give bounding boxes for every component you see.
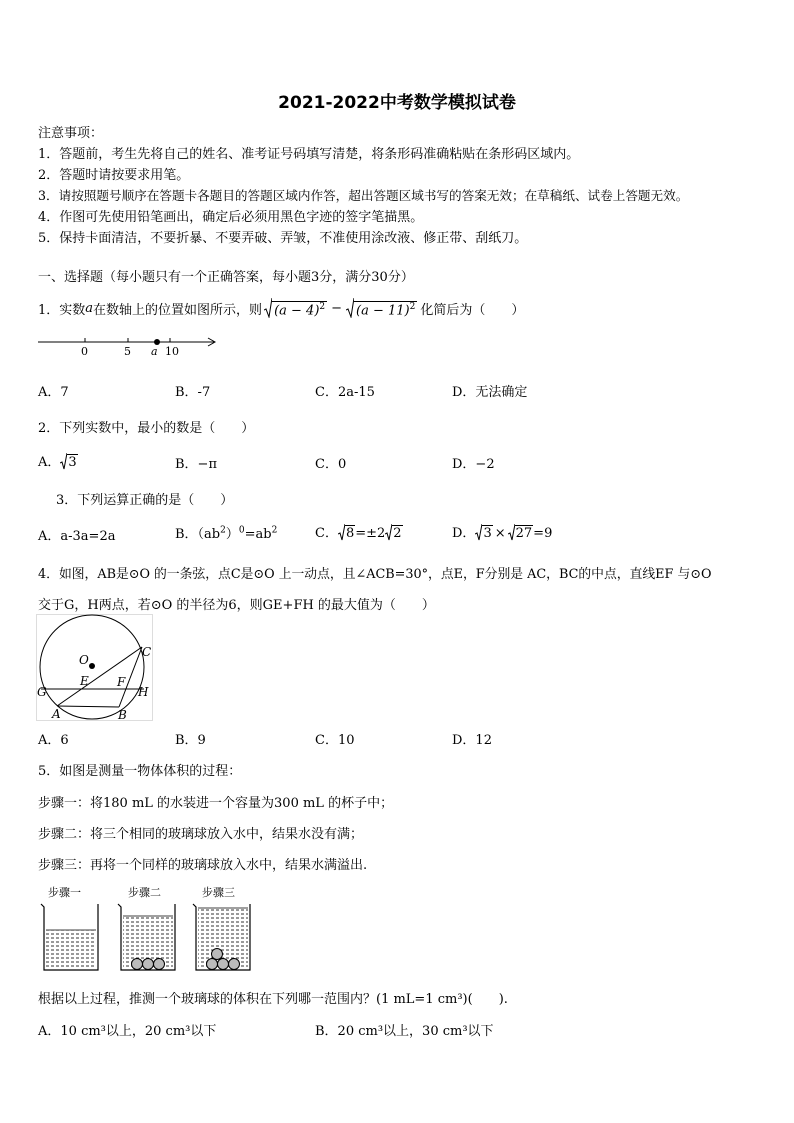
beakers-figure	[36, 884, 256, 974]
label-c: C	[142, 645, 152, 659]
q4-option-a[interactable]: A．6	[38, 733, 69, 748]
label-a: A	[52, 707, 61, 721]
notice-item: 2．答题时请按要求用笔。	[38, 168, 190, 183]
notice-heading: 注意事项：	[38, 126, 104, 141]
segment-ac	[57, 647, 142, 706]
label-g: G	[37, 685, 47, 699]
glass-ball	[154, 959, 165, 970]
radical-sign-icon	[508, 524, 515, 541]
glass-ball	[132, 959, 143, 970]
label-o: O	[79, 653, 89, 667]
q3-option-b[interactable]: B．$(ab^2)^0=ab^2$	[175, 525, 278, 542]
label-h: H	[138, 685, 149, 699]
beaker-label-1: 步骤一	[48, 886, 81, 899]
question-3-stem: 3．下列运算正确的是（ ）	[56, 493, 234, 508]
q4-option-c[interactable]: C．10	[315, 733, 355, 748]
label-f: F	[117, 675, 126, 689]
q5-question: 根据以上过程，推测一个玻璃球的体积在下列哪一范围内？(1 mL=1 cm³)( ).	[38, 992, 508, 1007]
notice-item: 1．答题前，考生先将自己的姓名、准考证号码填写清楚，将条形码准确粘贴在条形码区域内。	[38, 147, 580, 162]
label-b: B	[118, 708, 127, 722]
q3-option-c[interactable]: C． 8 =±2 2	[315, 526, 402, 541]
q2-option-a[interactable]: A． 3	[38, 455, 77, 470]
center-o	[89, 663, 95, 669]
water-1	[46, 930, 96, 969]
q2-option-b[interactable]: B．−π	[175, 457, 217, 472]
q5-step-3: 步骤三：再将一个同样的玻璃球放入水中，结果水满溢出.	[38, 858, 368, 873]
label-e: E	[80, 674, 89, 688]
question-4-line1: 4．如图，AB是⊙O 的一条弦，点C是⊙O 上一动点，且∠ACB=30°，点E，F分别是 AC，BC的中点，直线EF 与⊙O	[38, 567, 712, 582]
q5-step-2: 步骤二：将三个相同的玻璃球放入水中，结果水没有满；	[38, 827, 364, 842]
radical-sign-icon	[264, 298, 272, 318]
q4-option-b[interactable]: B．9	[175, 733, 206, 748]
glass-ball	[143, 959, 154, 970]
radical-sign-icon	[60, 453, 67, 470]
sqrt-expression-2: $(a - 11)^2$	[346, 298, 417, 318]
q4-option-d[interactable]: D．12	[452, 733, 492, 748]
variable-a: a	[85, 300, 94, 316]
glass-ball	[212, 949, 223, 960]
radical-sign-icon	[475, 524, 482, 541]
segment-ab	[57, 706, 119, 707]
q3-option-a[interactable]: A．a-3a=2a	[38, 529, 116, 544]
axis-label-0: 0	[81, 345, 88, 358]
axis-label-a: a	[151, 345, 158, 358]
q1-option-a[interactable]: A．7	[38, 385, 69, 400]
section-heading: 一、选择题（每小题只有一个正确答案，每小题3分，满分30分）	[38, 270, 414, 285]
q3-option-d[interactable]: D． 3 × 27 =9	[452, 526, 553, 541]
radical-sign-icon	[385, 524, 392, 541]
q1-option-d[interactable]: D．无法确定	[452, 385, 528, 400]
question-2-stem: 2．下列实数中，最小的数是（ ）	[38, 421, 255, 436]
q1-option-c[interactable]: C．2a-15	[315, 385, 375, 400]
notice-item: 3．请按照题号顺序在答题卡各题目的答题区域内作答，超出答题区域书写的答案无效；在草稿纸、试卷上答题无效。	[38, 188, 689, 203]
question-5-stem: 5．如图是测量一物体体积的过程：	[38, 764, 242, 779]
question-1-stem: 1．实数 a 在数轴上的位置如图所示，则 $(a - 4)^2$ − $(a - 11)^2$ 化简后为（ ）	[38, 298, 524, 318]
page-title: 2021-2022中考数学模拟试卷	[278, 93, 516, 113]
radical-sign-icon	[338, 524, 345, 541]
q5-option-b[interactable]: B．20 cm³以上，30 cm³以下	[315, 1024, 494, 1039]
glass-ball	[229, 959, 240, 970]
question-4-line2: 交于G，H两点，若⊙O 的半径为6，则GE+FH 的最大值为（ ）	[38, 598, 435, 613]
circle-geometry-figure	[36, 614, 154, 722]
q1-option-b[interactable]: B．-7	[175, 385, 211, 400]
radical-sign-icon	[346, 298, 354, 318]
number-line-figure	[36, 334, 221, 358]
q2-option-d[interactable]: D．−2	[452, 457, 495, 472]
sqrt-expression-1: $(a - 4)^2$	[264, 298, 327, 318]
notice-item: 4．作图可先使用铅笔画出，确定后必须用黑色字迹的签字笔描黑。	[38, 210, 424, 225]
beaker-label-3: 步骤三	[202, 886, 235, 899]
q2-option-c[interactable]: C．0	[315, 457, 347, 472]
q5-step-1: 步骤一：将180 mL 的水装进一个容量为300 mL 的杯子中；	[38, 796, 394, 811]
notice-item: 5．保持卡面清洁，不要折暴、不要弄破、弄皱，不准使用涂改液、修正带、刮纸刀。	[38, 231, 528, 246]
glass-ball	[218, 959, 229, 970]
axis-label-10: 10	[165, 345, 179, 358]
axis-label-5: 5	[124, 345, 131, 358]
q5-option-a[interactable]: A．10 cm³以上，20 cm³以下	[38, 1024, 217, 1039]
glass-ball	[207, 959, 218, 970]
beaker-label-2: 步骤二	[128, 886, 161, 899]
